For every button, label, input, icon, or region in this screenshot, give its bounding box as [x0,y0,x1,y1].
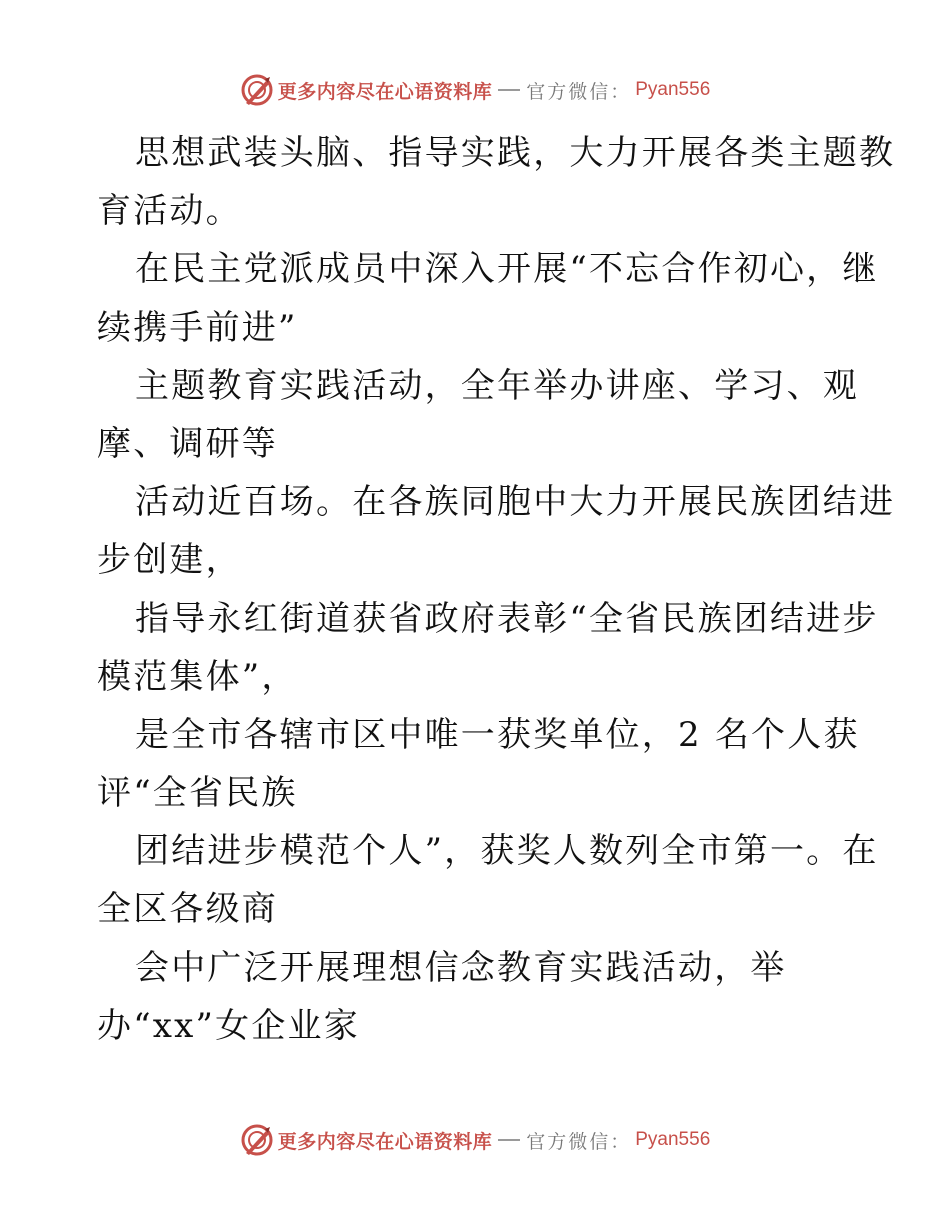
text-line: 思想武装头脑、指导实践，大力开展各类主题教 [135,133,896,173]
wechat-id: Pyan556 [635,1129,711,1150]
text-line: 活动近百场。在各族同胞中大力开展民族团结进 [135,482,896,523]
brand-text: 更多内容尽在心语资料库 [277,80,493,103]
header-banner [0,72,950,108]
text-line: 主题教育实践活动，全年举办讲座、学习、观 [135,365,859,406]
text-line: 会中广泛开展理想信念教育实践活动，举 [135,947,787,988]
text-line: 摩、调研等 [97,423,278,464]
text-line: 续携手前进” [97,307,298,348]
footer-banner [0,1122,950,1158]
pen-logo-icon [240,1123,274,1157]
official-label: 官方微信： [526,1130,632,1153]
text-line: 办“xx”女企业家 [97,1005,360,1046]
text-line: 全区各级商 [97,889,278,930]
text-line: 指导永红街道获省政府表彰“全省民族团结进步 [135,598,879,639]
official-label: 官方微信： [526,80,632,103]
text-line: 步创建， [97,540,242,581]
text-line: 模范集体”， [97,656,298,697]
text-line: 育活动。 [97,191,242,232]
text-line: 团结进步模范个人”，获奖人数列全市第一。在 [135,831,879,872]
text-line: 在民主党派成员中深入开展“不忘合作初心，继 [135,249,879,290]
brand-text: 更多内容尽在心语资料库 [277,1130,493,1153]
separator [498,1139,520,1141]
document-body [97,124,896,1055]
separator [498,89,520,91]
pen-logo-icon [240,73,274,107]
text-line: 是全市各辖市区中唯一获奖单位，2 名个人获 [135,714,860,755]
text-line: 评“全省民族 [97,773,298,814]
wechat-id: Pyan556 [635,79,711,100]
